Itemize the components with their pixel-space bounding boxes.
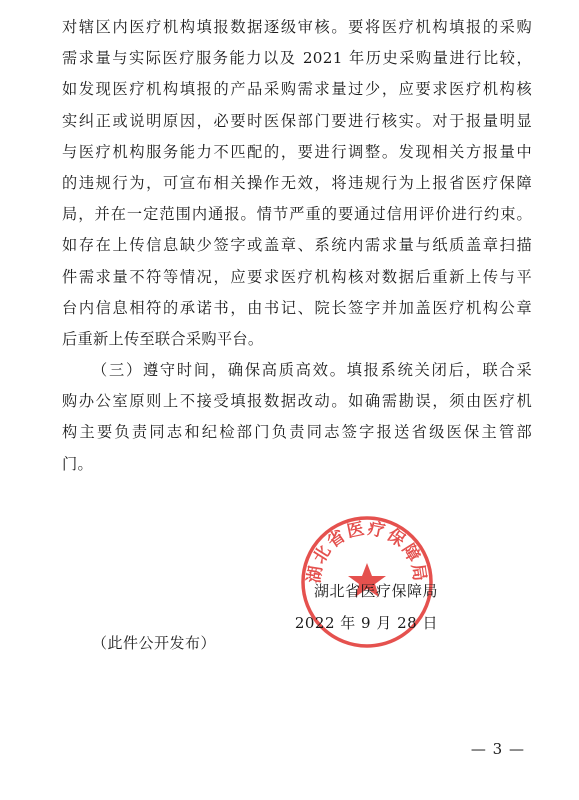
text-line: 购办公室原则上不接受填报数据改动。如确需勘误，须由医疗机 bbox=[62, 392, 532, 411]
text-line: 后重新上传至联合采购平台。 bbox=[62, 329, 264, 348]
text-line: 的违规行为，可宣布相关操作无效，将违规行为上报省医疗保障 bbox=[62, 173, 532, 192]
text-line: 需求量与实际医疗服务能力以及 2021 年历史采购量进行比较， bbox=[62, 49, 532, 68]
text-line: 门。 bbox=[62, 454, 93, 473]
signing-organization: 湖北省医疗保障局 bbox=[313, 582, 438, 600]
seal-text: 湖北省医疗保障局 bbox=[304, 518, 430, 585]
text-line: 台内信息相符的承诺书，由书记、院长签字并加盖医疗机构公章 bbox=[62, 298, 532, 317]
text-line: 对辖区内医疗机构填报数据逐级审核。要将医疗机构填报的采购 bbox=[62, 18, 532, 36]
text-line: 与医疗机构服务能力不匹配的，要进行调整。发现相关方报量中 bbox=[62, 142, 532, 161]
text-line: 件需求量不符等情况，应要求医疗机构核对数据后重新上传与平 bbox=[62, 267, 532, 286]
text-line: 构主要负责同志和纪检部门负责同志签字报送省级医保主管部 bbox=[62, 423, 532, 442]
body-text bbox=[62, 12, 532, 480]
text-line: 局，并在一定范围内通报。情节严重的要通过信用评价进行约束。 bbox=[62, 205, 532, 224]
text-line: 如发现医疗机构填报的产品采购需求量过少，应要求医疗机构核 bbox=[62, 80, 532, 99]
publication-notice: （此件公开发布） bbox=[92, 634, 217, 652]
text-line: 如存在上传信息缺少签字或盖章、系统内需求量与纸质盖章扫描 bbox=[62, 236, 532, 255]
signing-date: 2022 年 9 月 28 日 bbox=[294, 614, 438, 632]
text-line: 实纠正或说明原因，必要时医保部门要进行核实。对于报量明显 bbox=[62, 111, 532, 130]
page-number: — 3 — bbox=[470, 740, 525, 758]
text-line: （三）遵守时间，确保高质高效。填报系统关闭后，联合采 bbox=[92, 361, 532, 380]
